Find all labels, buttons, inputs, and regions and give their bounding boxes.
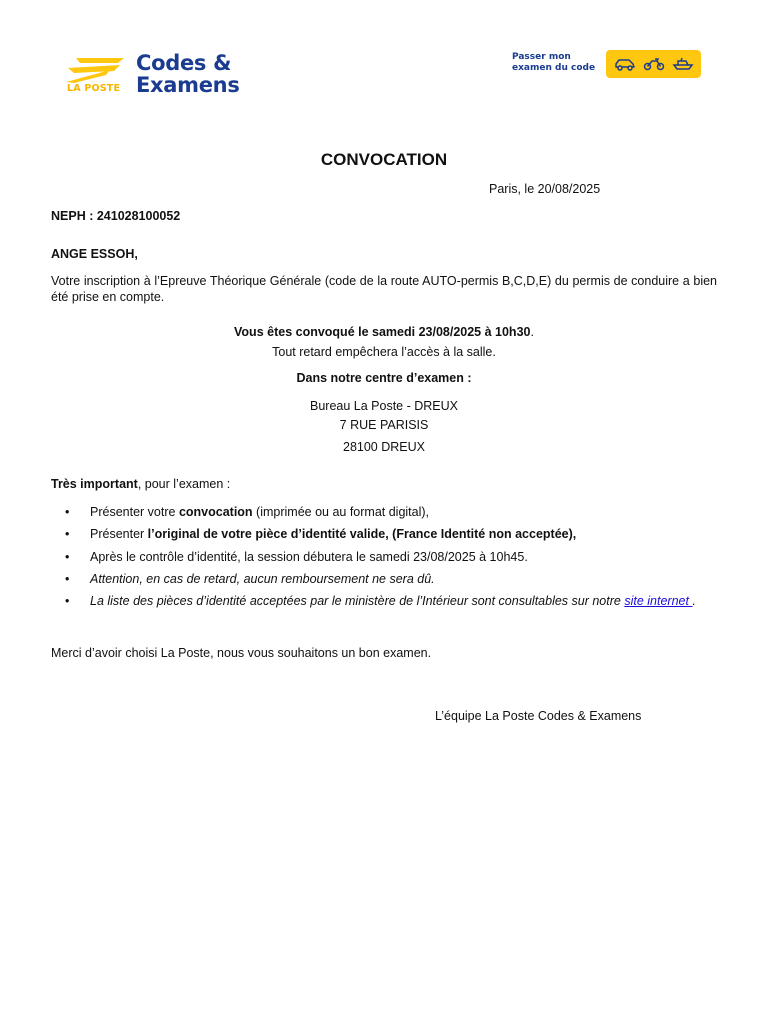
promo-line2: examen du code [512, 63, 596, 73]
important-bold: Très important [51, 477, 138, 491]
brand-title-line2: Examens [136, 73, 240, 97]
late-warning: Tout retard empêchera l’accès à la salle. [272, 345, 496, 359]
list-item [51, 593, 731, 615]
bullet-text: Attention, en cas de retard, aucun remboursement ne sera dû. [90, 571, 435, 586]
bullet-text: La liste des pièces d’identité acceptées par le ministère de l’Intérieur sont consultables sur notre [90, 594, 625, 609]
convocation-period: . [530, 325, 534, 339]
motorcycle-icon [643, 57, 665, 71]
bullet-text: (imprimée ou au format digital), [252, 505, 430, 519]
car-icon [614, 57, 636, 71]
document-title: CONVOCATION [320, 150, 448, 169]
convocation-line [0, 325, 768, 339]
boat-icon [672, 57, 694, 71]
website-link[interactable]: site internet [624, 594, 693, 609]
signature: L’équipe La Poste Codes & Examens [435, 709, 642, 723]
list-item [51, 549, 731, 571]
la-poste-wordmark: LA POSTE [67, 83, 121, 94]
intro-paragraph: Votre inscription à l’Epreuve Théorique Générale (code de la route AUTO-permis B,C,D,E) du permis de conduire a bien été prise en compte. [51, 274, 717, 304]
important-rest: , pour l’examen : [137, 477, 231, 491]
list-item [51, 526, 731, 548]
important-heading [51, 477, 230, 491]
recipient-name: ANGE ESSOH, [51, 247, 138, 261]
bullet-dot: • [65, 571, 70, 586]
bullet-text: . [692, 594, 696, 609]
bullet-dot: • [65, 594, 70, 609]
neph-number: NEPH : 241028100052 [51, 209, 181, 223]
bullet-dot: • [65, 549, 70, 564]
address-line-3: 28100 DREUX [343, 440, 425, 454]
exam-promo[interactable] [512, 50, 702, 78]
convocation-datetime: Vous êtes convoqué le samedi 23/08/2025 à 10h30 [234, 325, 531, 339]
exam-centre-heading: Dans notre centre d’examen : [296, 371, 472, 385]
brand-title [136, 52, 240, 96]
list-item [51, 504, 731, 526]
bullet-dot: • [65, 505, 70, 519]
bullet-bold: l’original de votre pièce d’identité valide, (France Identité non acceptée), [147, 527, 577, 542]
bullet-dot: • [65, 527, 70, 542]
address-line-2: 7 RUE PARISIS [339, 418, 429, 432]
instructions-list [51, 504, 731, 615]
closing-message: Merci d’avoir choisi La Poste, nous vous souhaitons un bon examen. [51, 646, 432, 660]
promo-text [512, 52, 595, 74]
bullet-text: Présenter votre [90, 505, 179, 519]
promo-line1: Passer mon [512, 52, 571, 62]
date-line: Paris, le 20/08/2025 [489, 182, 601, 196]
list-item [51, 571, 731, 593]
bullet-bold: convocation [178, 505, 253, 519]
address-line-1: Bureau La Poste - DREUX [310, 399, 458, 413]
bullet-text: Présenter [90, 527, 148, 542]
promo-button[interactable] [606, 50, 701, 78]
brand-title-line1: Codes & [136, 51, 232, 75]
la-poste-bird-icon [66, 56, 126, 84]
bullet-text: Après le contrôle d’identité, la session débutera le samedi 23/08/2025 à 10h45. [90, 549, 528, 564]
brand-logo [66, 52, 266, 102]
